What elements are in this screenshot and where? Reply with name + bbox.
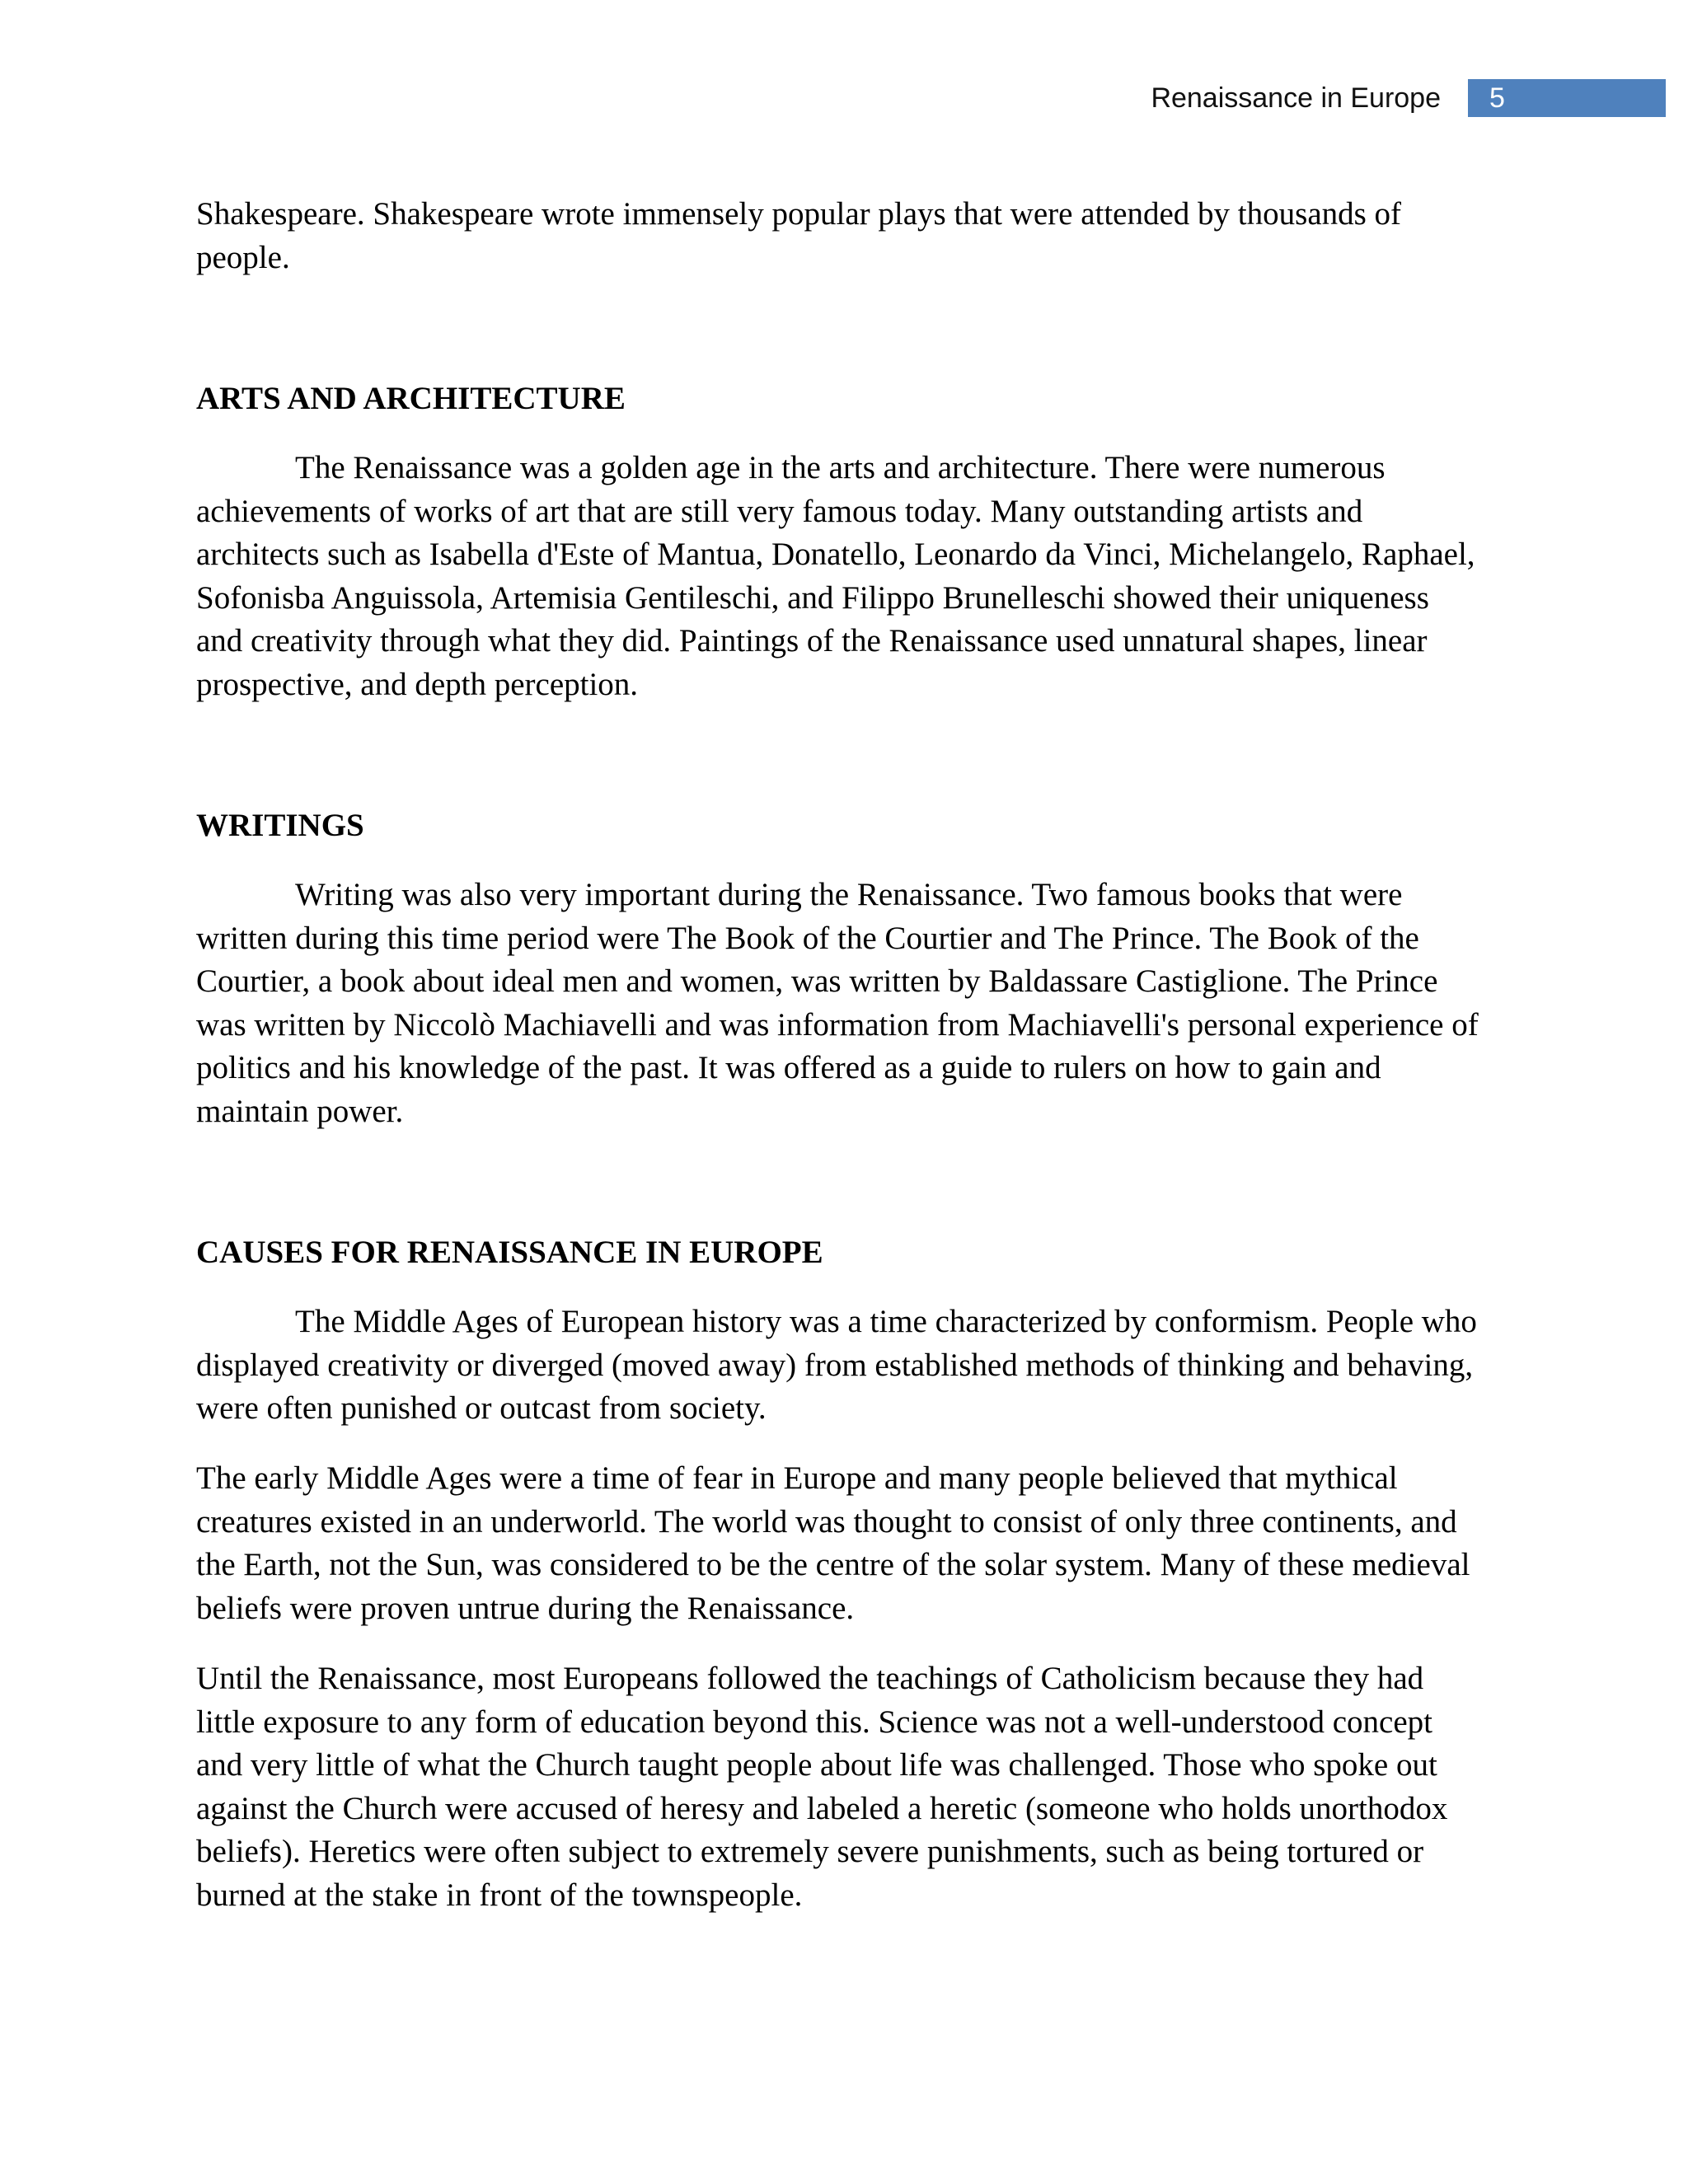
arts-architecture-paragraph: The Renaissance was a golden age in the arts and architecture. There were numerous achievements of works of art that are still very famous today. Many outstanding artists and architects such as Isabella d'Este of Mantua, Donatello, Leonardo da Vinci, Michelangelo, Raphael, Sofonisba Anguissola, Artemisia Gentileschi, and Filippo Brunelleschi showed their uniqueness and creativity through what they did. Paintings of the Renaissance used unnatural shapes, linear prospective, and depth perception. bbox=[196, 450, 1475, 702]
intro-continuation-paragraph: Shakespeare. Shakespeare wrote immensely popular plays that were attended by thousands of people. bbox=[196, 196, 1402, 275]
arts-architecture-heading: ARTS AND ARCHITECTURE bbox=[196, 381, 626, 416]
running-header-title: Renaissance in Europe bbox=[1151, 82, 1441, 114]
causes-paragraph-1: The Middle Ages of European history was a time characterized by conformism. People who displayed creativity or diverged (moved away) from established methods of thinking and behaving, were often punished or outcast from society. bbox=[196, 1304, 1477, 1426]
page-number: 5 bbox=[1468, 79, 1666, 117]
causes-heading: CAUSES FOR RENAISSANCE IN EUROPE bbox=[196, 1235, 823, 1270]
writings-paragraph: Writing was also very important during the Renaissance. Two famous books that were written during this time period were The Book of the Courtier and The Prince. The Book of the Courtier, a book about ideal men and women, was written by Baldassare Castiglione. The Prince was written by Niccolò Machiavelli and was information from Machiavelli's personal experience of politics and his knowledge of the past. It was offered as a guide to rulers on how to gain and maintain power. bbox=[196, 877, 1479, 1129]
causes-paragraph-3: Until the Renaissance, most Europeans followed the teachings of Catholicism because they had little exposure to any form of education beyond this. Science was not a well-understood concept and very little of what the Church taught people about life was challenged. Those who spoke out against the Church were accused of heresy and labeled a heretic (someone who holds unorthodox beliefs). Heretics were often subject to extremely severe punishments, such as being tortured or burned at the stake in front of the townspeople. bbox=[196, 1661, 1448, 1913]
causes-paragraph-2: The early Middle Ages were a time of fear in Europe and many people believed that mythical creatures existed in an underworld. The world was thought to consist of only three continents, and the Earth, not the Sun, was considered to be the centre of the solar system. Many of these medieval beliefs were proven untrue during the Renaissance. bbox=[196, 1460, 1470, 1626]
writings-heading: WRITINGS bbox=[196, 808, 364, 843]
